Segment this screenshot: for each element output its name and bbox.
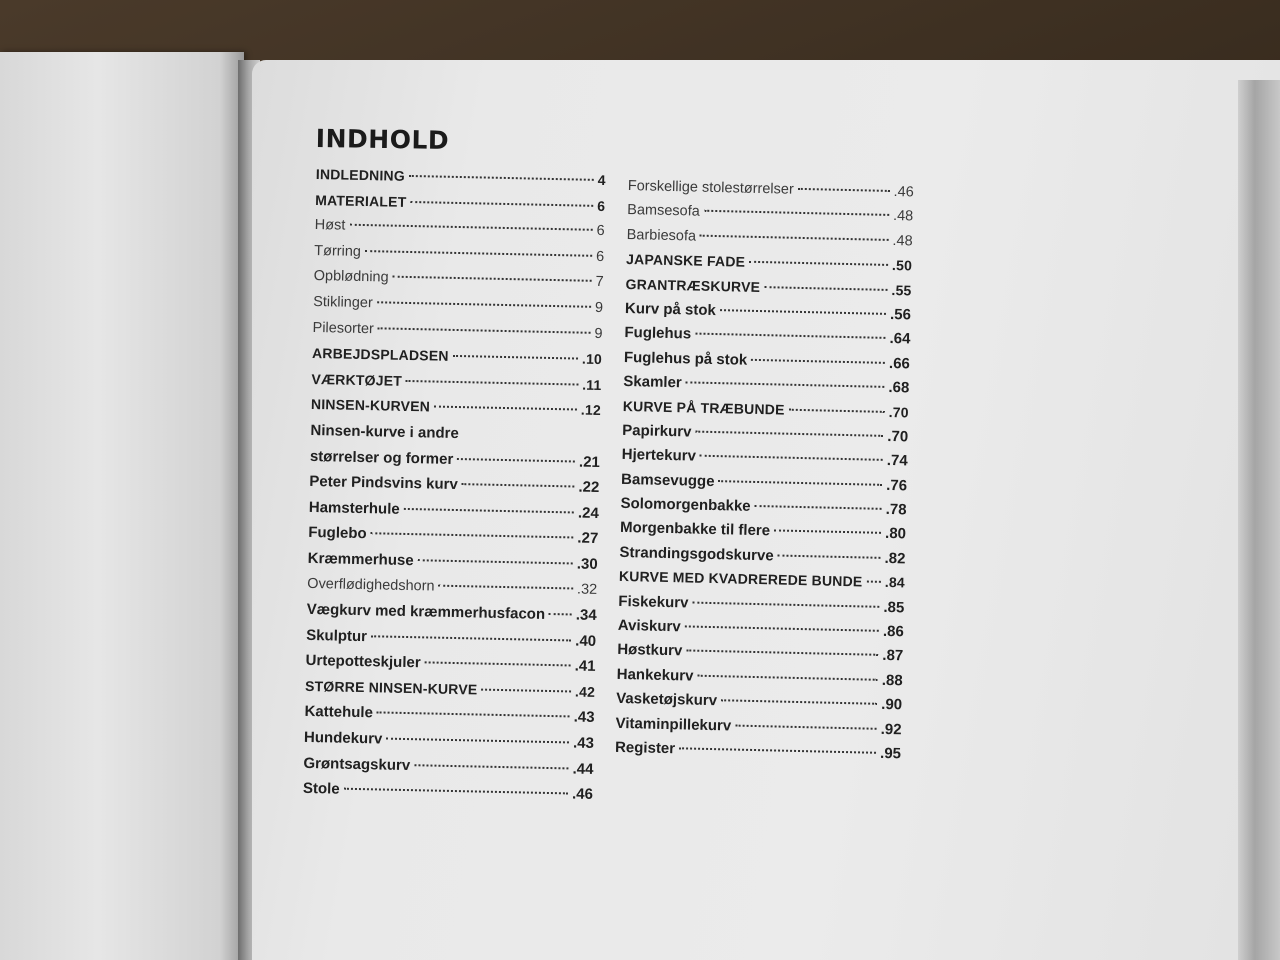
toc-entry-page: .74 [886, 452, 908, 470]
dot-leader [700, 234, 888, 240]
toc-entry-page: .22 [578, 478, 600, 497]
toc-entry-label: Kattehule [304, 703, 374, 722]
toc-entry-page: 9 [594, 325, 603, 342]
toc-entry-label: Forskellige stolestørrelser [627, 178, 794, 198]
toc-entry-page: 6 [596, 223, 605, 240]
toc-entry-label: Register [614, 738, 676, 758]
dot-leader [695, 333, 885, 339]
toc-entry-page: .70 [887, 427, 909, 446]
toc-entry-page: .86 [882, 622, 904, 641]
dot-leader [695, 431, 883, 437]
toc-entry-label: Hundekurv [303, 728, 383, 748]
toc-column-right [615, 178, 914, 770]
toc-entry-label: JAPANSKE FADE [625, 251, 746, 270]
toc-entry-label: Morgenbakke til flere [619, 519, 771, 540]
dot-leader [719, 480, 883, 486]
toc-entry-page: .64 [889, 330, 911, 348]
toc-entry-label: Høstkurv [617, 641, 683, 660]
toc-entry-page: .92 [880, 720, 902, 738]
dot-leader [377, 712, 570, 718]
toc-entry-label: Skulptur [305, 626, 368, 645]
dot-leader [365, 250, 592, 257]
dot-leader [344, 788, 568, 795]
toc-entry-page: .27 [577, 529, 599, 548]
toc-entry-label: Hankekurv [616, 665, 694, 685]
toc-entry-page: .46 [571, 785, 594, 804]
toc-entry-page: .66 [888, 354, 911, 373]
dot-leader [439, 584, 573, 589]
dot-leader [371, 533, 574, 539]
dot-leader [735, 724, 877, 729]
toc-entry-page: 7 [595, 274, 604, 291]
toc-entry-page: .46 [893, 184, 914, 201]
toc-entry-page: .10 [581, 350, 603, 368]
toc-entry-page: .43 [572, 734, 595, 753]
dot-leader [720, 309, 886, 315]
dot-leader [386, 738, 569, 744]
dot-leader [418, 559, 573, 564]
dot-leader [434, 406, 577, 411]
dot-leader [377, 301, 591, 307]
toc-entry-page: .78 [885, 501, 907, 519]
toc-entry-label: Fuglehus på stok [623, 348, 748, 369]
dot-leader [751, 359, 885, 364]
toc-entry-label: Kurv på stok [624, 299, 717, 319]
toc-entry-label: Hjertekurv [621, 446, 697, 465]
page-edges [1238, 80, 1280, 960]
toc-entry-label: Vitaminpillekurv [615, 714, 732, 735]
toc-entry-page: .12 [580, 401, 602, 419]
dot-leader [755, 505, 882, 510]
dot-leader [679, 747, 876, 753]
toc-entry-page: .41 [574, 657, 596, 676]
toc-entry-page: .50 [891, 257, 913, 274]
toc-entry-page: 6 [597, 197, 606, 214]
toc-entry-label: KURVE PÅ TRÆBUNDE [622, 397, 785, 418]
toc-entry-page: .30 [576, 555, 598, 573]
toc-entry-page: .90 [881, 696, 903, 714]
dot-leader [866, 581, 880, 583]
dot-leader [378, 327, 591, 333]
toc-entry-label: NINSEN-KURVEN [310, 396, 431, 415]
toc-entry-label: Strandingsgodskurve [619, 543, 774, 565]
toc-entry-label: Pilesorter [312, 319, 375, 337]
toc-entry-label: Stole [302, 780, 340, 798]
dot-leader [778, 554, 881, 558]
dot-leader [774, 530, 881, 534]
dot-leader [409, 175, 594, 181]
toc-entry-page: .68 [888, 379, 910, 397]
toc-entry-page: .88 [881, 671, 903, 690]
dot-leader [700, 455, 883, 461]
dot-leader [393, 276, 592, 282]
dot-leader [404, 508, 574, 514]
toc-entry-page: .76 [886, 476, 908, 495]
toc-entry-label: GRANTRÆSKURVE [625, 275, 761, 295]
toc-entry-label: Vasketøjskurv [615, 690, 718, 710]
dot-leader [685, 625, 879, 631]
toc-entry-page: .44 [572, 760, 594, 778]
toc-entry-label: Bamsesofa [627, 202, 700, 221]
toc-entry-label: Hamsterhule [308, 498, 400, 518]
dot-leader [453, 355, 578, 360]
dot-leader [749, 261, 888, 266]
toc-entry-page: .34 [575, 606, 597, 625]
dot-leader [764, 286, 887, 291]
toc-entry-label: KURVE MED KVADREREDE BUNDE [618, 568, 863, 590]
toc-entry-label: STØRRE NINSEN-KURVE [304, 677, 478, 698]
toc-entry-page: .43 [573, 708, 595, 727]
toc-entry-label: Urtepotteskjuler [305, 652, 421, 672]
toc-entry-label: VÆRKTØJET [311, 370, 403, 389]
toc-entry-page: .24 [577, 504, 599, 522]
toc-entry-page: .70 [888, 403, 909, 420]
left-page [0, 52, 244, 960]
dot-leader [721, 699, 877, 705]
toc-entry-page: .11 [582, 376, 602, 393]
toc-entry-page: .48 [892, 208, 914, 225]
toc-entry-page: 9 [594, 299, 604, 317]
dot-leader [371, 635, 571, 641]
toc-column-left [303, 166, 606, 812]
toc-entry-label: Fuglehus [624, 324, 692, 343]
dot-leader [704, 210, 889, 216]
dot-leader [686, 650, 878, 656]
toc-entry-label: Skamler [623, 373, 682, 392]
dot-leader [462, 483, 575, 487]
toc-entry-label: Kræmmerhuse [307, 549, 414, 570]
dot-leader [410, 201, 593, 207]
toc-entry-label: Solomorgenbakke [620, 494, 751, 515]
toc-entry-label: Barbiesofa [626, 226, 697, 245]
toc-entry-page: 6 [595, 248, 605, 265]
dot-leader [457, 458, 575, 462]
toc-entry-label: Ninsen-kurve i andre [310, 421, 459, 442]
toc-entry-page: .55 [891, 281, 912, 299]
dot-leader [697, 675, 877, 681]
page-title: INDHOLD [315, 124, 450, 155]
toc-entry-label: INDLEDNING [315, 166, 406, 184]
toc-entry-page: .21 [578, 453, 601, 471]
toc-entry-label: Overflødighedshorn [307, 575, 435, 595]
toc-entry-label: Bamsevugge [620, 470, 715, 490]
toc-entry-label: Fuglebo [308, 524, 367, 543]
dot-leader [463, 434, 597, 437]
dot-leader [549, 613, 572, 615]
toc-entry-page: .56 [889, 305, 912, 324]
dot-leader [349, 224, 592, 231]
toc-entry-page: .87 [882, 647, 904, 665]
toc-entry-label: Peter Pindsvins kurv [309, 473, 458, 494]
toc-entry-page: .84 [884, 574, 906, 591]
toc-entry-label: Fiskekurv [618, 592, 689, 612]
dot-leader [425, 662, 571, 667]
toc-entry-page: .80 [884, 525, 907, 543]
toc-entry-page: .85 [883, 598, 905, 617]
toc-entry-page: .82 [884, 549, 906, 568]
toc-entry-label: Høst [314, 217, 346, 234]
dot-leader [406, 380, 578, 386]
toc-entry-label: Grøntsagskurv [303, 754, 411, 774]
toc-entry-label: Papirkurv [622, 421, 692, 441]
toc-entry-page: .42 [574, 683, 596, 700]
toc-entry-label: Tørring [314, 242, 362, 260]
toc-entry-page: 4 [597, 171, 606, 189]
toc-entry-page: .95 [879, 744, 902, 763]
dot-leader [481, 688, 571, 692]
dot-leader [414, 764, 568, 769]
toc-entry-page: .32 [576, 581, 598, 598]
toc-entry-page: .40 [575, 632, 597, 650]
toc-entry-page: .48 [892, 232, 913, 250]
dot-leader [692, 601, 879, 607]
toc-entry-label: Stiklinger [312, 293, 373, 312]
toc-entry-label: ARBEJDSPLADSEN [311, 345, 449, 364]
dot-leader [686, 381, 885, 388]
dot-leader [789, 408, 885, 412]
dot-leader [798, 188, 890, 192]
toc-entry-label: MATERIALET [315, 191, 407, 210]
toc-entry-label: størrelser og former [309, 447, 454, 468]
toc-entry-label: Vægkurv med kræmmerhusfacon [306, 600, 546, 623]
toc-entry-label: Aviskurv [617, 616, 681, 636]
toc-entry-label: Opblødning [313, 268, 389, 286]
